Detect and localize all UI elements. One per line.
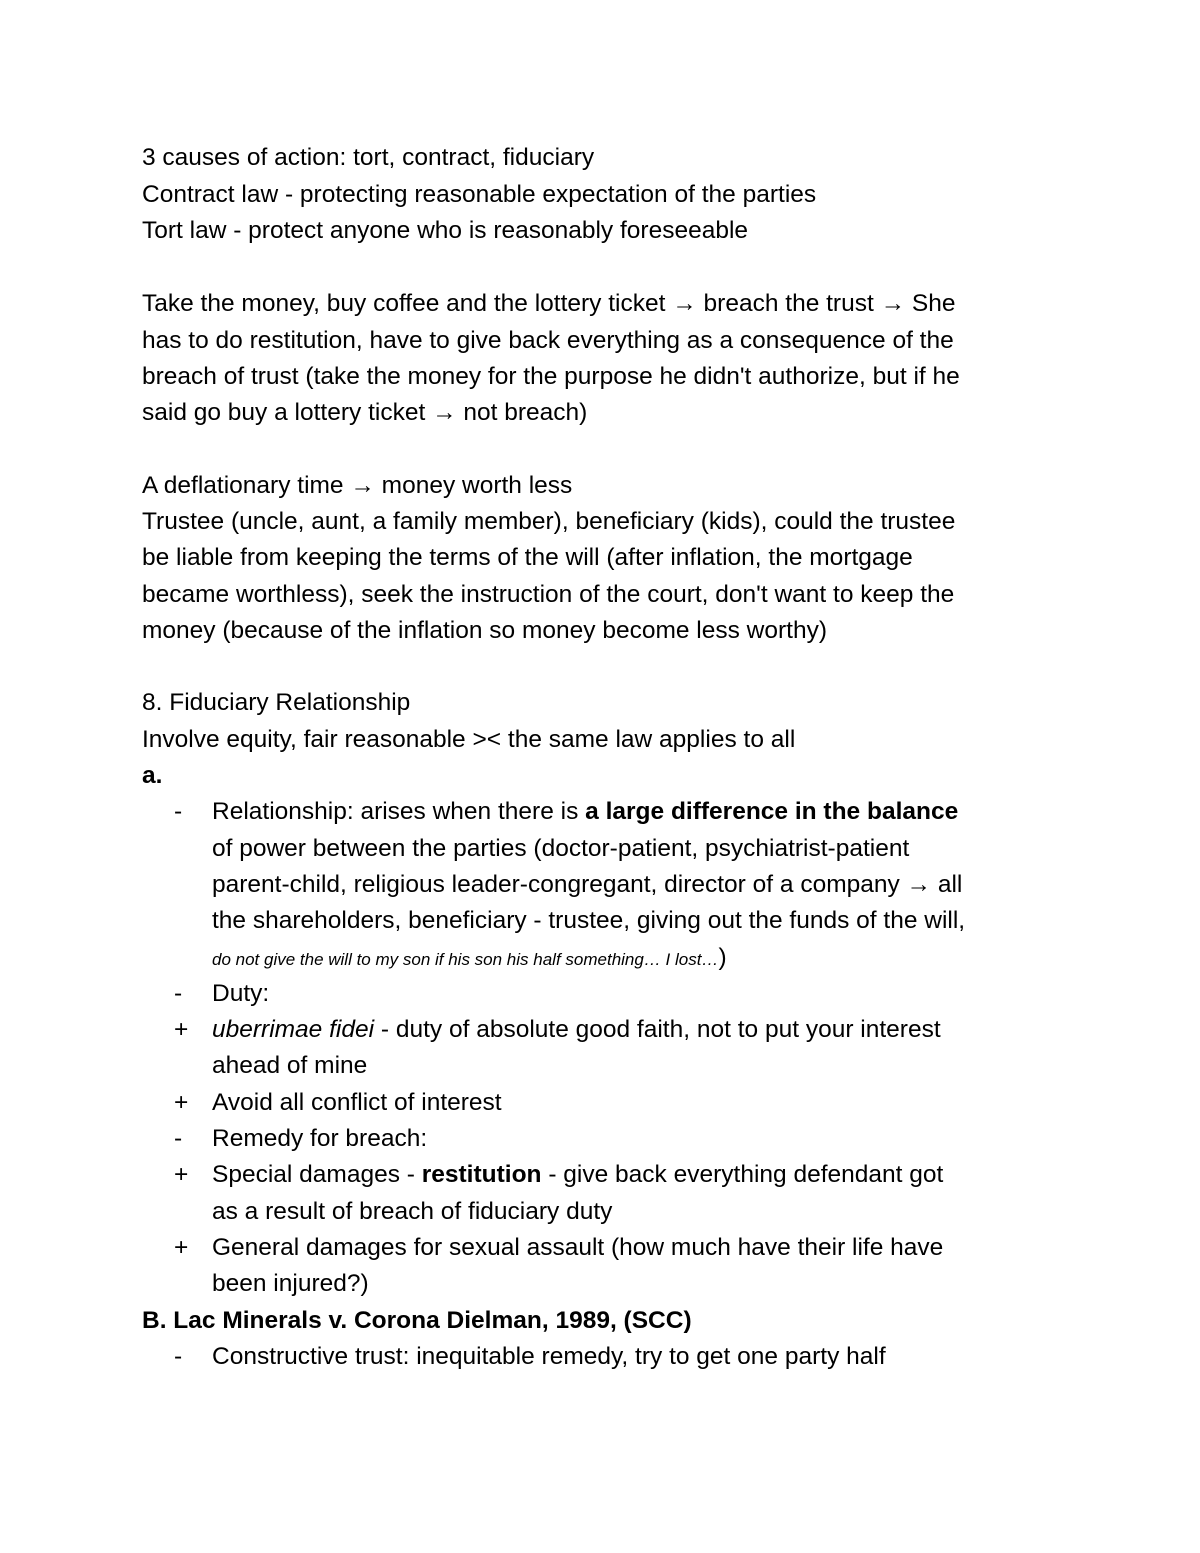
remedy-item-1 [212, 1160, 943, 1190]
deflation-line-1: A deflationary time → money worth less [142, 472, 573, 499]
dash-bullet: - [174, 980, 183, 1007]
plus-bullet: + [174, 1089, 189, 1116]
trust-line-3: breach of trust (take the money for the purpose he didn't authorize, but if he [142, 363, 960, 390]
deflation-line-2: Trustee (uncle, aunt, a family member), beneficiary (kids), could the trustee [142, 508, 956, 535]
relationship-note: do not give the will to my son if his son his half something… I lost… [212, 950, 719, 969]
relationship-emphasis: a large difference in the balance [585, 798, 959, 825]
section-8-title: 8. Fiduciary Relationship [142, 689, 411, 716]
relationship-line-5 [212, 943, 727, 975]
duty-item-1-line-2: ahead of mine [212, 1052, 368, 1079]
remedy-item-2-line-2: been injured?) [212, 1270, 369, 1297]
trust-line-1: Take the money, buy coffee and the lottery ticket → breach the trust → She [142, 290, 956, 317]
sub-heading-a: a. [142, 762, 163, 789]
relationship-line-3: parent-child, religious leader-congregant, director of a company → all [212, 871, 963, 898]
plus-bullet: + [174, 1161, 189, 1188]
remedy-label: Remedy for breach: [212, 1125, 428, 1152]
dash-bullet: - [174, 798, 183, 825]
remedy-item-1-rest: - give back everything defendant got [541, 1161, 944, 1188]
intro-line-2: Contract law - protecting reasonable expectation of the parties [142, 181, 817, 208]
trust-line-4: said go buy a lottery ticket → not breach) [142, 399, 588, 426]
duty-item-1 [212, 1015, 941, 1045]
plus-bullet: + [174, 1234, 189, 1261]
latin-term: uberrimae fidei [212, 1016, 375, 1043]
plus-bullet: + [174, 1016, 189, 1043]
remedy-item-2: General damages for sexual assault (how much have their life have [212, 1234, 944, 1261]
dash-bullet: - [174, 1343, 183, 1370]
duty-label: Duty: [212, 980, 270, 1007]
intro-line-3: Tort law - protect anyone who is reasonably foreseeable [142, 217, 749, 244]
remedy-item-1-pre: Special damages - [212, 1161, 422, 1188]
dash-bullet: - [174, 1125, 183, 1152]
deflation-line-5: money (because of the inflation so money become less worthy) [142, 617, 827, 644]
case-b-heading: B. Lac Minerals v. Corona Dielman, 1989, (SCC) [142, 1307, 692, 1334]
intro-line-1: 3 causes of action: tort, contract, fiduciary [142, 144, 595, 171]
restitution-emphasis: restitution [421, 1161, 542, 1188]
deflation-line-4: became worthless), seek the instruction of the court, don't want to keep the [142, 581, 955, 608]
relationship-text: Relationship: arises when there is [212, 798, 586, 825]
deflation-line-3: be liable from keeping the terms of the will (after inflation, the mortgage [142, 544, 913, 571]
remedy-item-1-line-2: as a result of breach of fiduciary duty [212, 1198, 613, 1225]
relationship-line-1 [212, 797, 958, 827]
relationship-line-4: the shareholders, beneficiary - trustee, giving out the funds of the will, [212, 907, 966, 934]
duty-item-2: Avoid all conflict of interest [212, 1089, 502, 1116]
constructive-trust-line: Constructive trust: inequitable remedy, try to get one party half [212, 1343, 886, 1370]
equity-line: Involve equity, fair reasonable >< the same law applies to all [142, 726, 796, 753]
duty-item-1-text: - duty of absolute good faith, not to put your interest [374, 1016, 941, 1043]
trust-line-2: has to do restitution, have to give back everything as a consequence of the [142, 327, 954, 354]
relationship-line-2: of power between the parties (doctor-patient, psychiatrist-patient [212, 835, 910, 862]
relationship-close-paren: ) [718, 944, 727, 971]
